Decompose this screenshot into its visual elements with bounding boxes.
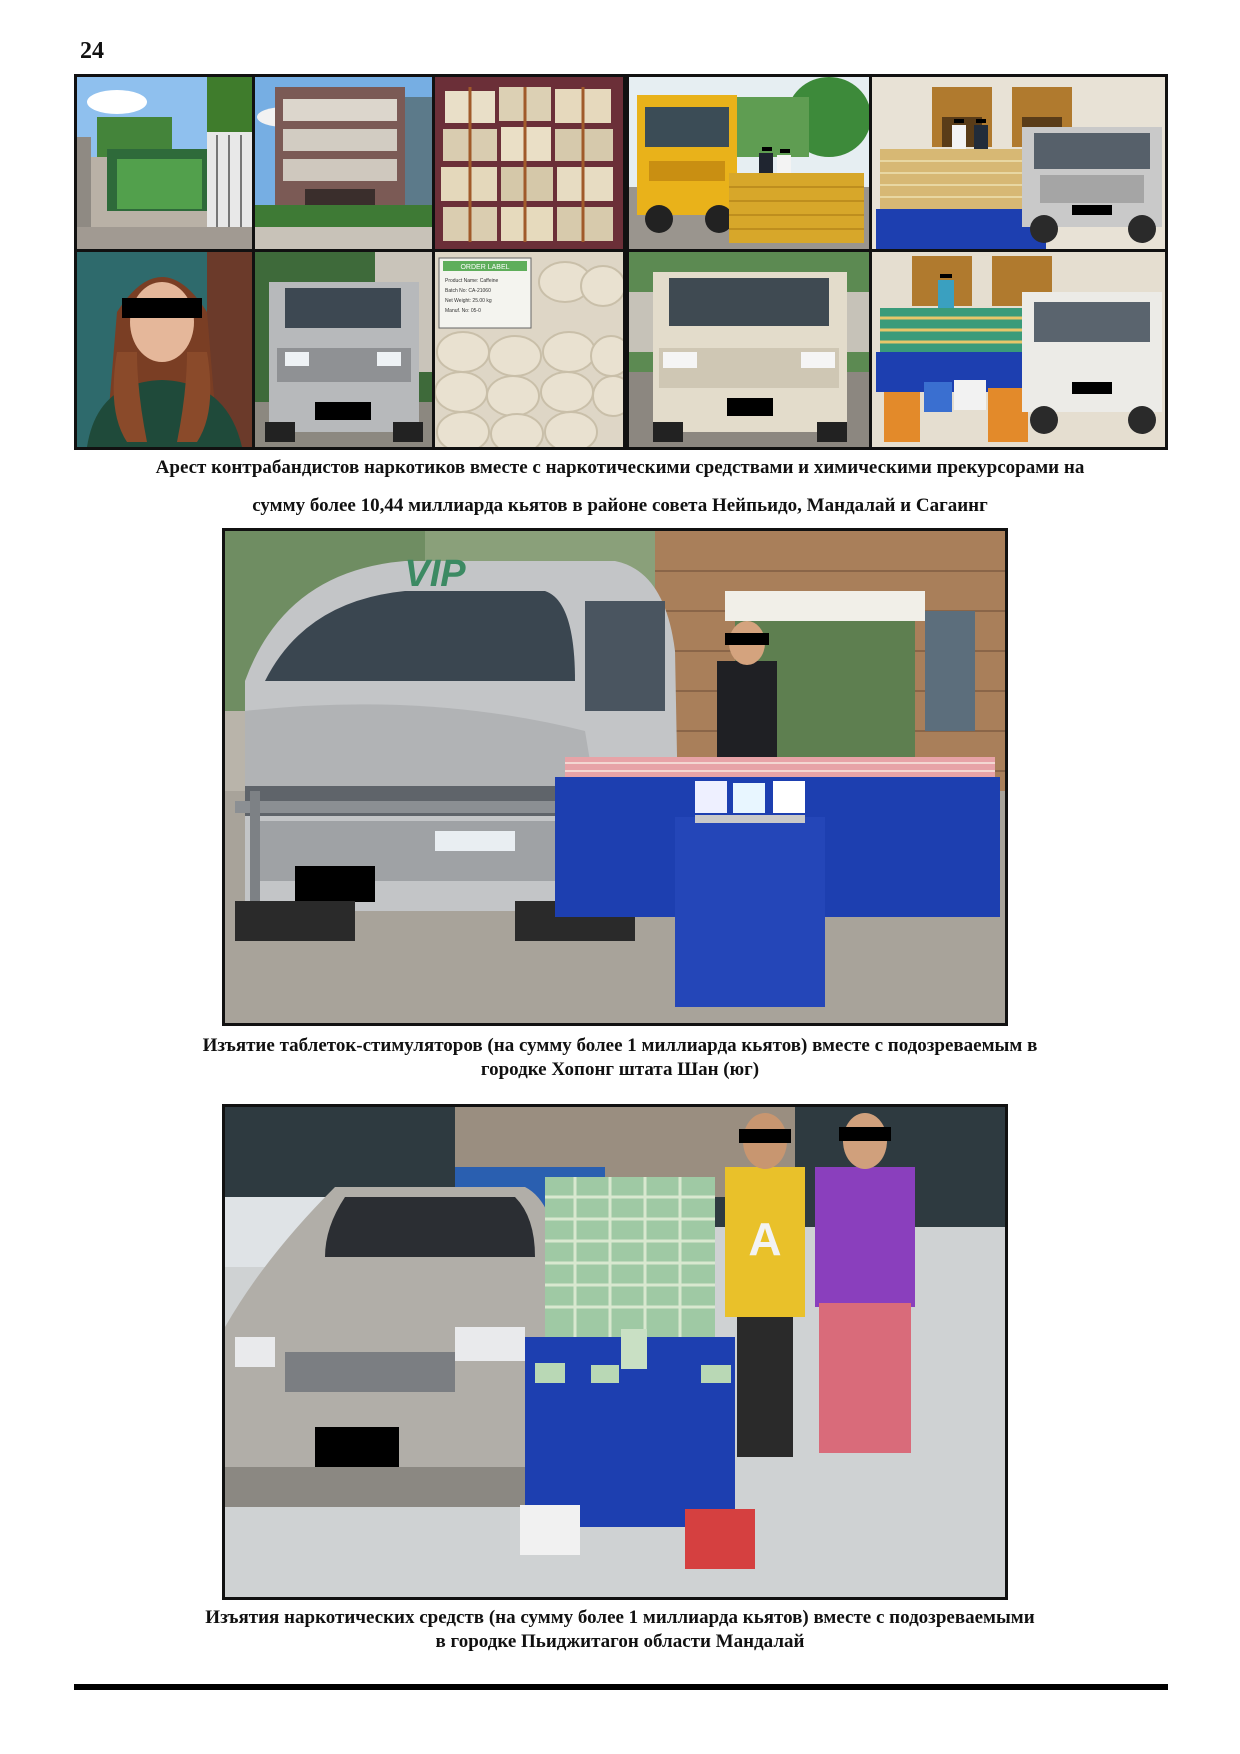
shirt-letter: A: [748, 1213, 782, 1265]
page-number: 24: [80, 38, 104, 64]
photo-building: [255, 77, 432, 249]
photo-house-gate: [77, 77, 252, 249]
photo-chemical-sacks: [435, 252, 623, 447]
label-line: Net Weight: 25.00 kg: [445, 298, 492, 304]
caption-line: городке Хопонг штата Шан (юг): [480, 1059, 760, 1080]
photo-packages-suv: [872, 77, 1165, 249]
caption-line: сумму более 10,44 миллиарда кьятов в районе совета Нейпьидо, Мандалай и Сагаинг: [252, 495, 988, 516]
photo-vip-van-seizure: [222, 528, 1008, 1026]
photo-packages-van: [872, 252, 1165, 447]
label-line: Batch No: CA-21060: [445, 288, 491, 294]
photo-land-cruiser: [629, 252, 869, 447]
caption-sedan: [80, 1606, 1160, 1654]
van-badge-text: VIP: [404, 553, 466, 595]
photo-grid: [74, 74, 1168, 450]
photo-woman-suspect: [77, 252, 252, 447]
caption-vip-van: [80, 1034, 1160, 1082]
photo-silver-pickup: [255, 252, 432, 447]
caption-line: в городке Пьиджитагон области Мандалай: [435, 1631, 805, 1652]
caption-line: Изъятие таблеток-стимуляторов (на сумму более 1 миллиарда кьятов) вместе с подозреваемым в: [202, 1035, 1038, 1056]
label-line: Manuf. No: 05-0: [445, 308, 481, 314]
label-line: Product Name: Caffeine: [445, 278, 499, 284]
caption-line: Изъятия наркотических средств (на сумму более 1 миллиарда кьятов) вместе с подозреваемыми: [205, 1607, 1035, 1628]
photo-sedan-seizure: [222, 1104, 1008, 1600]
caption-photo-grid: [80, 456, 1160, 518]
bottom-rule: [74, 1684, 1168, 1690]
caption-line: Арест контрабандистов наркотиков вместе с наркотическими средствами и химическими прекурсорами на: [155, 457, 1085, 478]
photo-banknotes: [435, 77, 623, 249]
photo-yellow-truck: [629, 77, 869, 249]
label-title: ORDER LABEL: [460, 264, 510, 271]
